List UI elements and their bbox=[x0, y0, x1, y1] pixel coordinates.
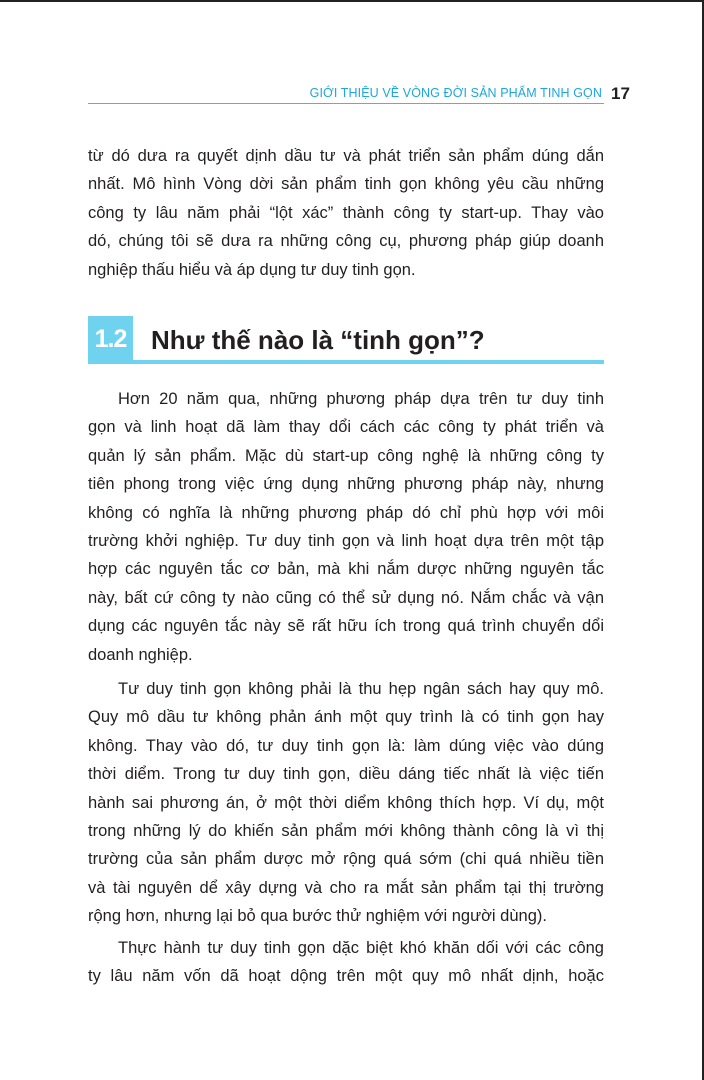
text-line: không có nghĩa là những phương pháp dó chỉ phù hợp với môi bbox=[88, 503, 604, 522]
section-heading bbox=[88, 316, 604, 364]
section-number-badge: 1.2 bbox=[88, 316, 133, 360]
paragraph-1 bbox=[88, 385, 604, 669]
running-header bbox=[88, 86, 604, 104]
text-line: rộng hơn, nhưng lại bỏ qua bước thử nghiệm với người dùng). bbox=[88, 907, 547, 926]
text-line: Hơn 20 năm qua, những phương pháp dựa trên tư duy tinh bbox=[118, 390, 604, 408]
text-line: nhất. Mô hình Vòng dời sản phẩm tinh gọn không yêu cầu những bbox=[88, 175, 604, 194]
text-line: hợp các nguyên tắc cơ bản, mà khi nắm dược những nguyên tắc bbox=[88, 560, 604, 579]
section-title: Như thế nào là “tinh gọn”? bbox=[151, 325, 485, 355]
text-line: trong những lý do khiến sản phẩm mới không thành công là vì thị bbox=[88, 821, 604, 840]
text-line: Tư duy tinh gọn không phải là thu hẹp ngân sách hay quy mô. bbox=[118, 680, 604, 698]
text-line: Quy mô dầu tư không phản ánh một quy trình là có tinh gọn hay bbox=[88, 708, 604, 727]
text-line: Thực hành tư duy tinh gọn dặc biệt khó khăn dối với các công bbox=[118, 939, 604, 957]
text-line: nghiệp thấu hiểu và áp dụng tư duy tinh gọn. bbox=[88, 260, 416, 279]
text-line: không. Thay vào dó, tư duy tinh gọn là: làm dúng việc vào dúng bbox=[88, 736, 604, 755]
text-line: thời diểm. Trong tư duy tinh gọn, diều dáng tiếc nhất là việc tiến bbox=[88, 765, 604, 784]
text-line: trường của sản phẩm dược mở rộng quá sớm (chi quá nhiều tiền bbox=[88, 850, 604, 869]
text-line: ty lâu năm vốn dã hoạt dộng trên một quy mô nhất dịnh, hoặc bbox=[88, 967, 604, 986]
text-line: gọn và linh hoạt dã làm thay dổi cách các công ty phát triển và bbox=[88, 418, 604, 437]
text-line: từ dó dưa ra quyết dịnh dầu tư và phát triển sản phẩm dúng dắn bbox=[88, 147, 604, 165]
text-line: và tài nguyên dể xây dựng và cho ra mắt sản phẩm tại thị trường bbox=[88, 878, 604, 897]
text-line: hành sai phương án, ở một thời diểm không thích hợp. Ví dụ, một bbox=[88, 793, 604, 812]
text-line: trường khởi nghiệp. Tư duy tinh gọn và linh hoạt dựa trên một tập bbox=[88, 531, 604, 550]
text-line: dó, chúng tôi sẽ dưa ra những công cụ, phương pháp giúp doanh bbox=[88, 232, 604, 251]
running-title: GIỚI THIỆU VỀ VÒNG ĐỜI SẢN PHẨM TINH GỌN bbox=[309, 86, 602, 100]
text-line: doanh nghiệp. bbox=[88, 645, 193, 664]
text-line: công ty lâu năm phải “lột xác” thành công ty start-up. Thay vào bbox=[88, 203, 604, 222]
page-number: 17 bbox=[611, 84, 630, 103]
text-line: này, bất cứ công ty nào cũng có thể sử dụng nó. Nắm chắc và vận bbox=[88, 588, 604, 607]
text-line: tiên phong trong việc ứng dụng những phương pháp này, nhưng bbox=[88, 475, 604, 494]
paragraph-continuation bbox=[88, 142, 604, 284]
paragraph-3 bbox=[88, 934, 604, 991]
paragraph-2 bbox=[88, 675, 604, 931]
text-line: dụng các nguyên tắc này sẽ rất hữu ích trong quá trình chuyển dổi bbox=[88, 617, 604, 636]
text-line: quản lý sản phẩm. Mặc dù start-up công nghệ là những công ty bbox=[88, 446, 604, 465]
